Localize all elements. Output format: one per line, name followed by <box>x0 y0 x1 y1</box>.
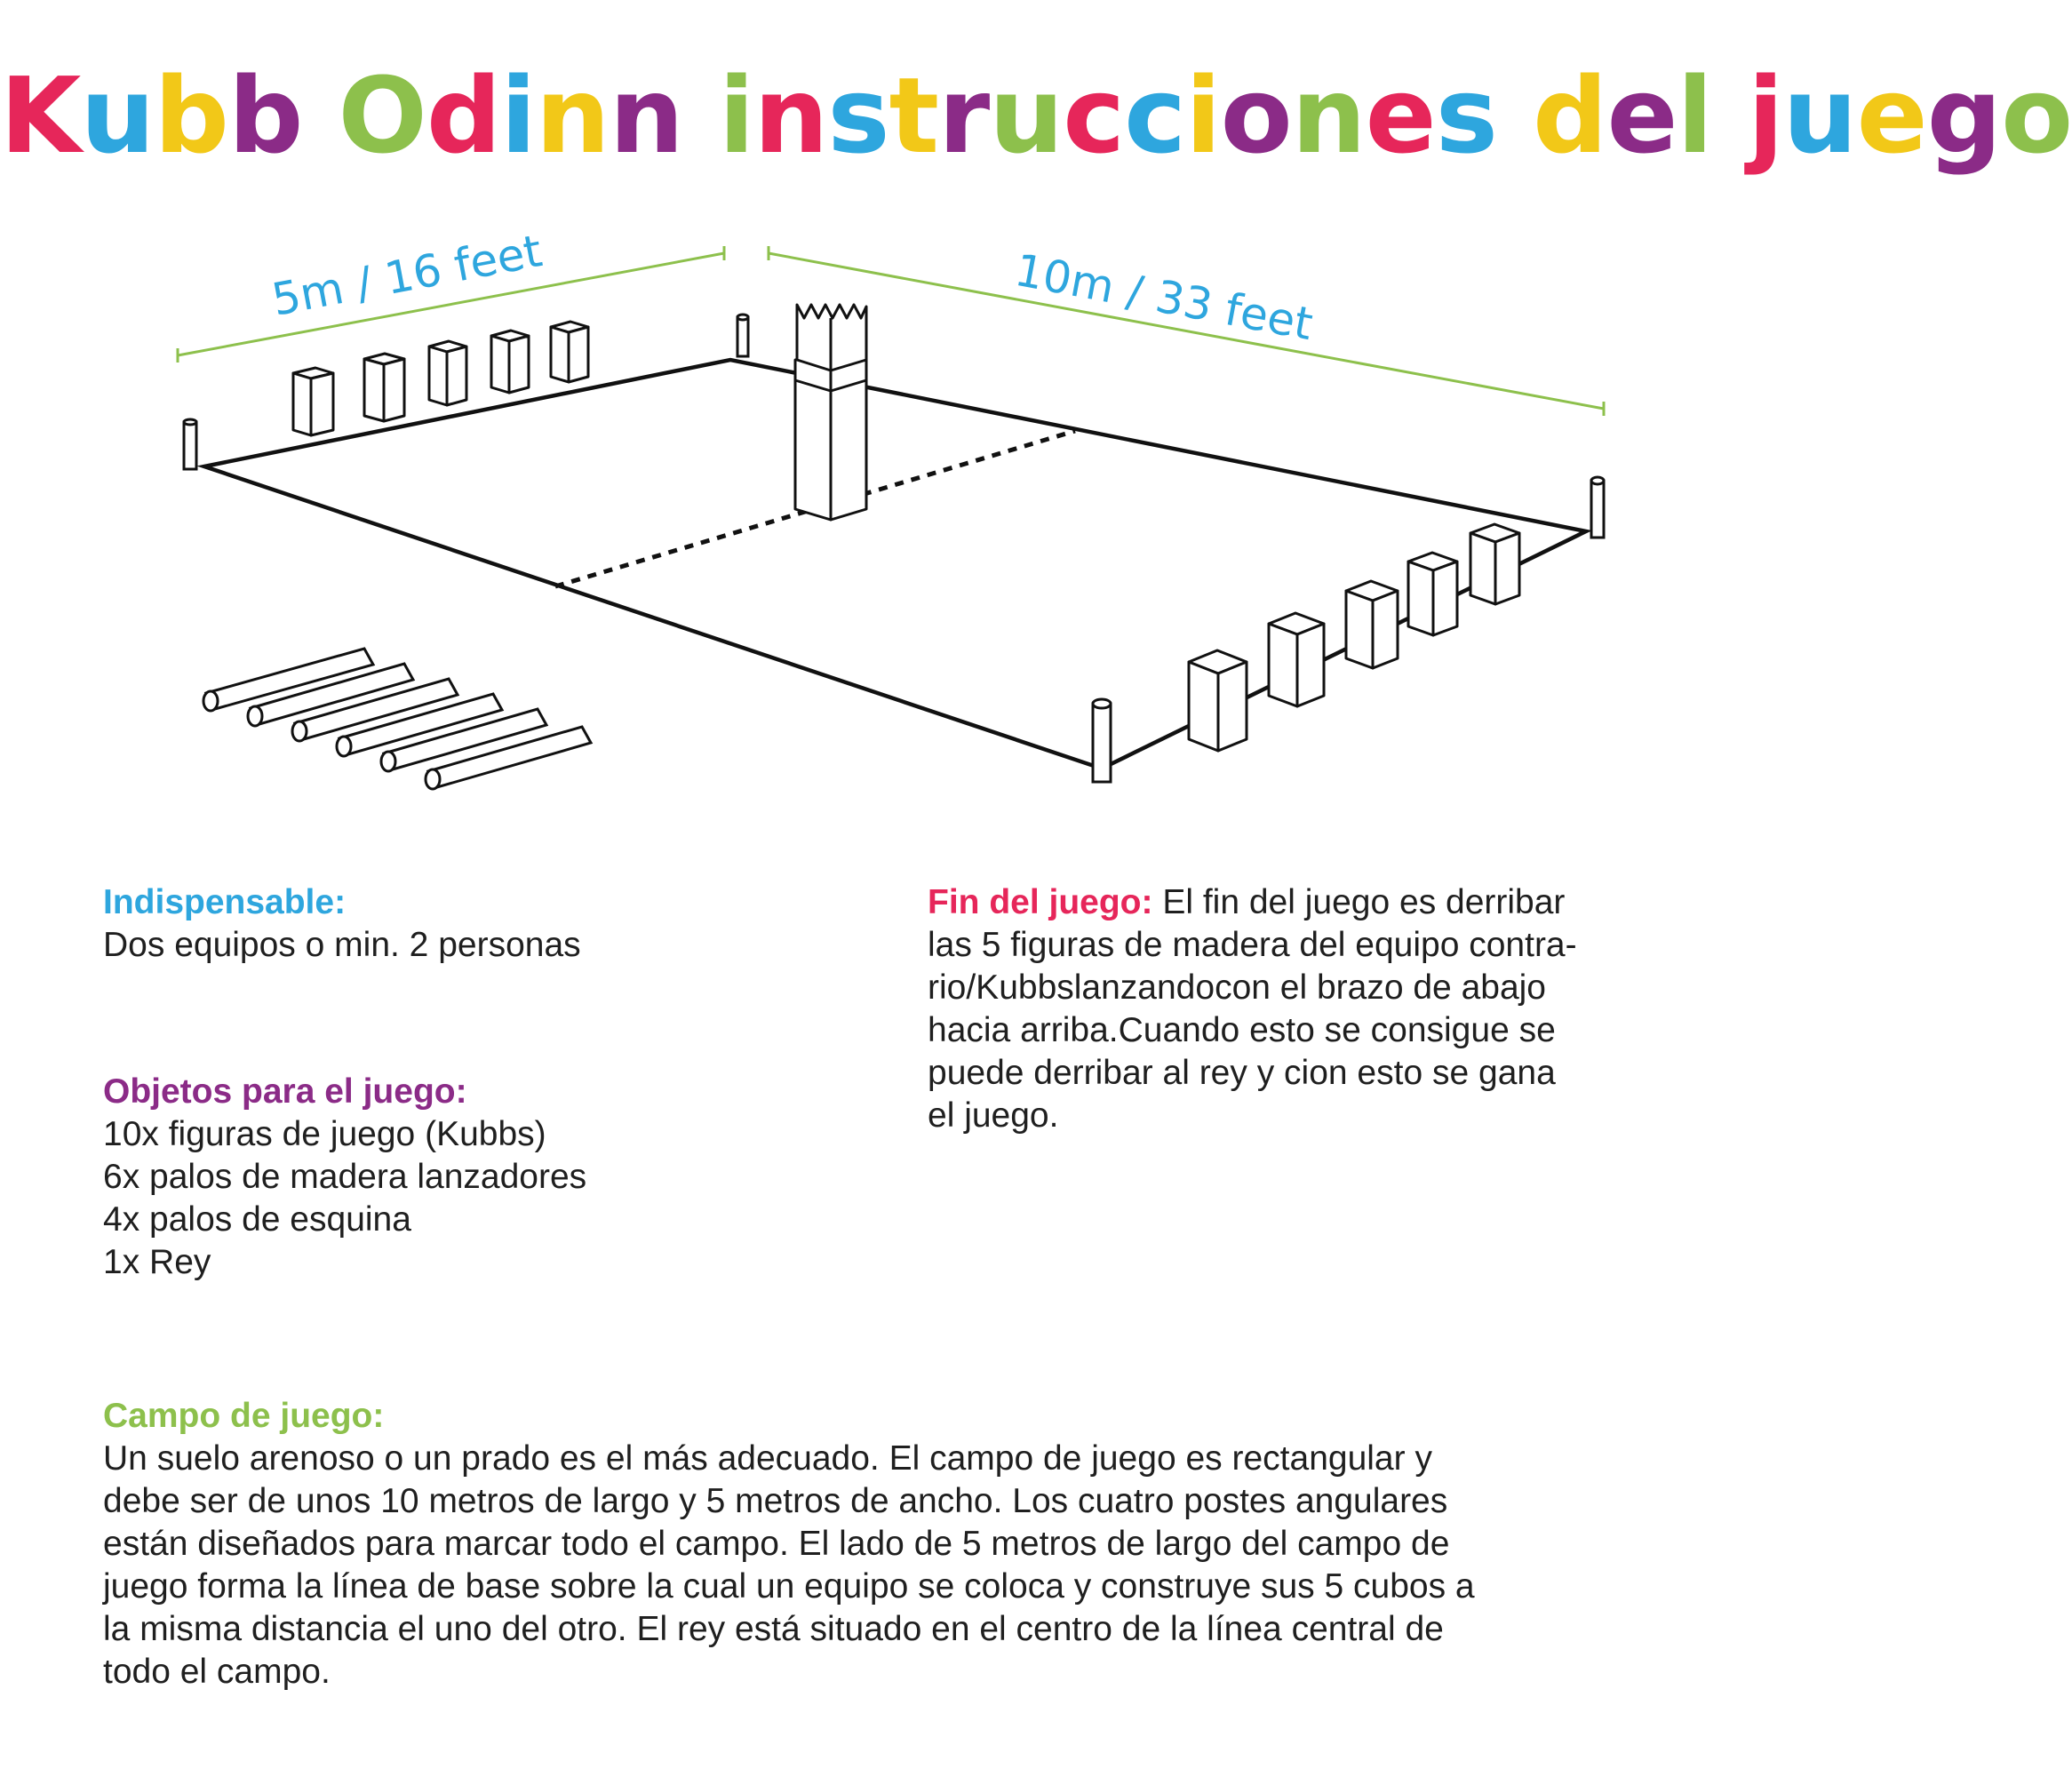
title-letter: b <box>154 54 228 177</box>
title-letter: b <box>227 54 303 177</box>
objetos-section <box>103 1071 885 1284</box>
title-letter: O <box>338 54 426 177</box>
kubb <box>491 331 529 393</box>
title-letter: i <box>718 54 754 177</box>
kubb <box>293 368 333 435</box>
fin-line: el juego. <box>928 1096 1059 1135</box>
throwing-sticks <box>203 649 591 789</box>
kubb <box>1189 650 1247 751</box>
title-letter: u <box>1782 54 1857 177</box>
title-letter: s <box>1435 54 1497 177</box>
title-letter: u <box>80 54 155 177</box>
title-letter: i <box>1185 54 1221 177</box>
fin-line: El fin del juego es derribar <box>1162 883 1566 921</box>
title-letter: K <box>0 54 81 177</box>
fin-section <box>928 881 1745 1137</box>
kubb <box>1346 581 1398 668</box>
title-letter: n <box>609 54 683 177</box>
indispensable-heading: Indispensable: <box>103 883 347 921</box>
campo-line: debe ser de unos 10 metros de largo y 5 metros de ancho. Los cuatro postes angulares <box>103 1482 1448 1520</box>
title-letter: s <box>827 54 889 177</box>
kubb <box>364 354 404 421</box>
objetos-item: 1x Rey <box>103 1243 211 1281</box>
kubb <box>1408 553 1457 635</box>
title-letter: c <box>1124 54 1186 177</box>
kubb <box>1269 613 1324 706</box>
title-letter: d <box>426 54 501 177</box>
title-letter: r <box>938 54 990 177</box>
objetos-item: 6x palos de madera lanzadores <box>103 1158 587 1196</box>
title-letter: i <box>500 54 536 177</box>
objetos-item: 4x palos de esquina <box>103 1200 411 1239</box>
corner-post <box>184 419 196 469</box>
near-kubbs <box>1189 524 1519 751</box>
fin-line: las 5 figuras de madera del equipo contra- <box>928 926 1577 964</box>
title-letter: n <box>753 54 828 177</box>
kubb <box>1470 524 1519 604</box>
title-letter: n <box>535 54 610 177</box>
field-diagram <box>0 0 1777 853</box>
fin-heading: Fin del juego: <box>928 883 1153 921</box>
king <box>795 305 866 520</box>
corner-post <box>1093 699 1111 782</box>
length-dimension-label: 10m / 33 feet <box>1010 243 1317 351</box>
corner-post <box>737 315 748 356</box>
indispensable-section <box>103 881 885 967</box>
kubb <box>551 322 588 382</box>
title-letter: l <box>1677 54 1712 177</box>
title-letter: e <box>1856 54 1927 177</box>
title-letter: j <box>1748 54 1783 177</box>
title-letter: t <box>889 54 938 177</box>
campo-line: todo el campo. <box>103 1653 331 1691</box>
indispensable-text: Dos equipos o min. 2 personas <box>103 926 581 964</box>
objetos-item: 10x figuras de juego (Kubbs) <box>103 1115 546 1153</box>
title-letter: c <box>1063 54 1125 177</box>
title-letter: e <box>1606 54 1678 177</box>
fin-line: rio/Kubbslanzandocon el brazo de abajo <box>928 968 1547 1007</box>
campo-line: juego forma la línea de base sobre la cual un equipo se coloca y construye sus 5 cubos a <box>103 1567 1475 1606</box>
title-letter: e <box>1365 54 1436 177</box>
title-letter: u <box>989 54 1064 177</box>
campo-section <box>103 1395 1756 1693</box>
title-letter: d <box>1533 54 1607 177</box>
campo-line: Un suelo arenoso o un prado es el más adecuado. El campo de juego es rectangular y <box>103 1439 1432 1478</box>
campo-line: la misma distancia el uno del otro. El rey está situado en el centro de la línea central de <box>103 1610 1444 1648</box>
width-dimension-label: 5m / 16 feet <box>267 225 546 326</box>
corner-post <box>1591 477 1604 538</box>
fin-line: hacia arriba.Cuando esto se consigue se <box>928 1011 1556 1049</box>
campo-heading: Campo de juego: <box>103 1397 385 1435</box>
objetos-heading: Objetos para el juego: <box>103 1072 467 1111</box>
kubb <box>429 341 466 405</box>
campo-line: están diseñados para marcar todo el campo. El lado de 5 metros de largo del campo de <box>103 1525 1450 1563</box>
title-letter: n <box>1291 54 1366 177</box>
title-letter: o <box>2001 54 2072 177</box>
title-letter: o <box>1220 54 1292 177</box>
title-letter: g <box>1926 54 2002 177</box>
fin-line: puede derribar al rey y cion esto se gana <box>928 1054 1556 1092</box>
